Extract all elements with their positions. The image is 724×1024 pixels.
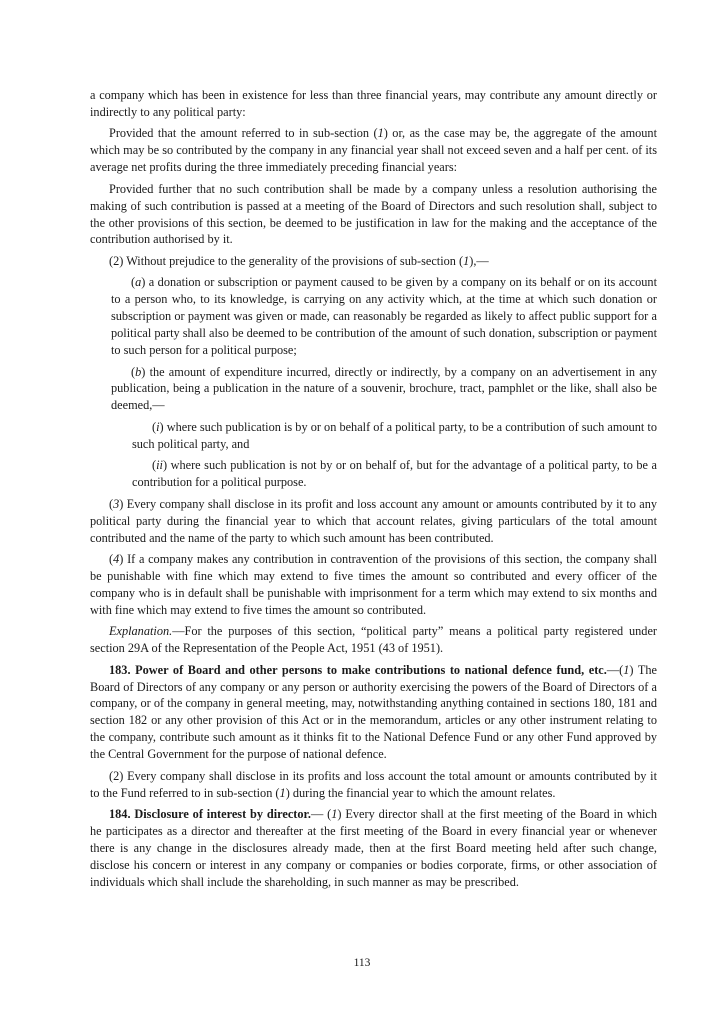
paragraph: (2) Every company shall disclose in its profits and loss account the total amount or amounts contributed by it to the Fund referred to in sub-section (1) during the financial year to which the amount relates. — [90, 768, 657, 800]
section-heading: 184. Disclosure of interest by director. — [109, 807, 311, 822]
paragraph: (4) If a company makes any contribution in contravention of the provisions of this section, the company shall be punishable with fine which may extend to five times the amount so contributed and every officer of the company who is in default shall be punishable with imprisonment for a term which may extend to six months and with fine which may extend to five times the amount so contributed. — [90, 552, 657, 617]
paragraph: Provided further that no such contribution shall be made by a company unless a resolution authorising the making of such contribution is passed at a meeting of the Board of Directors and such resolution shall, subject to the other provisions of this section, be deemed to be justification in law for the making and the acceptance of the contribution authorised by it. — [90, 181, 657, 247]
section-183: 183. Power of Board and other persons to make contributions to national defence fund, etc.—(1) The Board of Directors of any company or any person or authority exercising the powers of the Board of Directors of a company, or of the company in general meeting, may, notwithstanding anything contained in sections 180, 181 and section 182 or any other provision of this Act or in the memorandum, articles or any other instrument relating to the company, contribute such amount as it thinks fit to the National Defence Fund or any other Fund approved by the Central Government for the purpose of national defence. — [90, 662, 657, 762]
page-number: 113 — [353, 957, 371, 969]
clause: (b) the amount of expenditure incurred, directly or indirectly, by a company on an advertisement in any publication, being a publication in the nature of a souvenir, brochure, tract, pamphlet or the like, shall also be deemed,— — [111, 364, 657, 413]
document-body — [90, 87, 657, 895]
clause: (a) a donation or subscription or payment caused to be given by a company on its behalf or on its account to a person who, to its knowledge, is carrying on any activity which, at the time at which such donation or subscription or payment was given or made, can reasonably be regarded as likely to affect public support for a political party shall also be deemed to be contribution of the amount of such donation, subscription or payment to such person for a political purpose; — [111, 275, 657, 358]
explanation: Explanation.—For the purposes of this section, “political party” means a political party registered under section 29A of the Representation of the People Act, 1951 (43 of 1951). — [90, 624, 657, 656]
paragraph: Provided that the amount referred to in sub-section (1) or, as the case may be, the aggregate of the amount which may be so contributed by the company in any financial year shall not exceed seven and a half per cent. of its average net profits during the three immediately preceding financial years: — [90, 126, 657, 175]
paragraph: (2) Without prejudice to the generality of the provisions of sub-section (1),— — [109, 253, 489, 268]
paragraph: a company which has been in existence for less than three financial years, may contribute any amount directly or indirectly to any political party: — [90, 88, 657, 119]
paragraph: (3) Every company shall disclose in its profit and loss account any amount or amounts contributed by it to any political party during the financial year to which that account relates, giving particulars of the total amount contributed and the name of the party to which such amount has been contributed. — [90, 496, 657, 545]
sub-clause: (i) where such publication is by or on behalf of a political party, to be a contribution of such amount to such political party, and — [132, 419, 657, 451]
section-heading: 183. Power of Board and other persons to make contributions to national defence fund, etc. — [109, 662, 607, 677]
section-184: 184. Disclosure of interest by director.— (1) Every director shall at the first meeting of the Board in which he participates as a director and thereafter at the first meeting of the Board in every financial year or whenever there is any change in the disclosures already made, then at the first Board meeting held after such change, disclose his concern or interest in any company or companies or bodies corporate, firms, or other association of individuals which shall include the shareholding, in such manner as may be prescribed. — [90, 807, 657, 889]
sub-clause: (ii) where such publication is not by or on behalf of, but for the advantage of a political party, to be a contribution for a political purpose. — [132, 458, 657, 490]
